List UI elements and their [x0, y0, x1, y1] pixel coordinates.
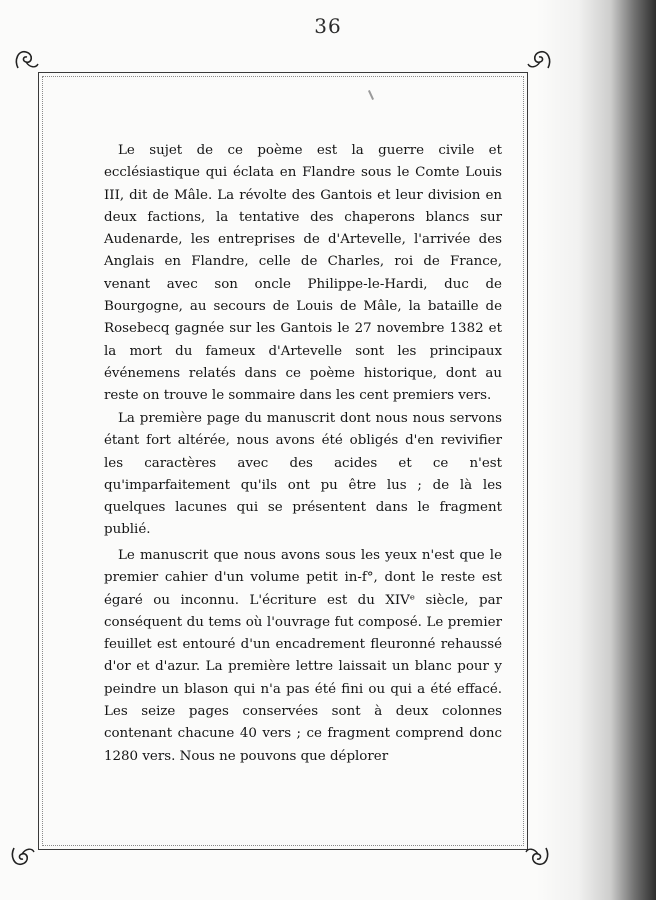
paragraph-text: Le sujet de ce poème est la guerre civile et ecclésiastique qui éclata en Flandre sous le Comte Louis III, dit de Mâle. La révolte des Gantois et leur division en deux factions, la tentative des chaperons blancs sur Audenarde, les entreprises de d'Artevelle, l'arrivée des Anglais en Flandre, celle de Charles, roi de France, venant avec son oncle Philippe-le-Hardi, duc de Bourgogne, au secours de Louis de Mâle, la bataille de Rosebecq gagnée sur les Gantois le 27 novembre 1382 et la mort du fameux d'Artevelle sont les principaux événemens relatés dans ce poème historique, dont au reste on trouve le sommaire dans les cent premiers vers. [104, 143, 502, 404]
page-number: 36 [314, 14, 342, 38]
fleuron-ornament-icon [524, 842, 552, 870]
fleuron-ornament-icon [12, 46, 40, 74]
paragraph-text: Le manuscrit que nous avons sous les yeux n'est que le premier cahier d'un volume petit in-f°, dont le reste est égaré ou inconnu. L'écriture est du XIVᵉ siècle, par conséquent du tems où l'ouvrage fut composé. Le premier feuillet est entouré d'un encadrement fleuronné rehaussé d'or et d'azur. La première lettre laissait un blanc pour y peindre un blason qui n'a pas été fini ou qui a été effacé. Les seize pages conservées sont à deux colonnes contenant chacune 40 vers ; ce fragment comprend donc 1280 vers. Nous ne pouvons que déplorer [104, 548, 502, 764]
paragraph-manuscript-condition [104, 408, 502, 542]
gutter-shadow [536, 0, 656, 900]
paragraph-manuscript-description [104, 545, 502, 768]
paragraph-subject [104, 140, 502, 408]
fleuron-ornament-icon [8, 842, 36, 870]
fleuron-ornament-icon [526, 46, 554, 74]
paragraph-text: La première page du manuscrit dont nous nous servons étant fort altérée, nous avons été obligés d'en revivifier les caractères avec des acides et ce n'est qu'imparfaitement qu'ils ont pu être lus ; de là les quelques lacunes qui se présentent dans le fragment publié. [104, 411, 502, 538]
